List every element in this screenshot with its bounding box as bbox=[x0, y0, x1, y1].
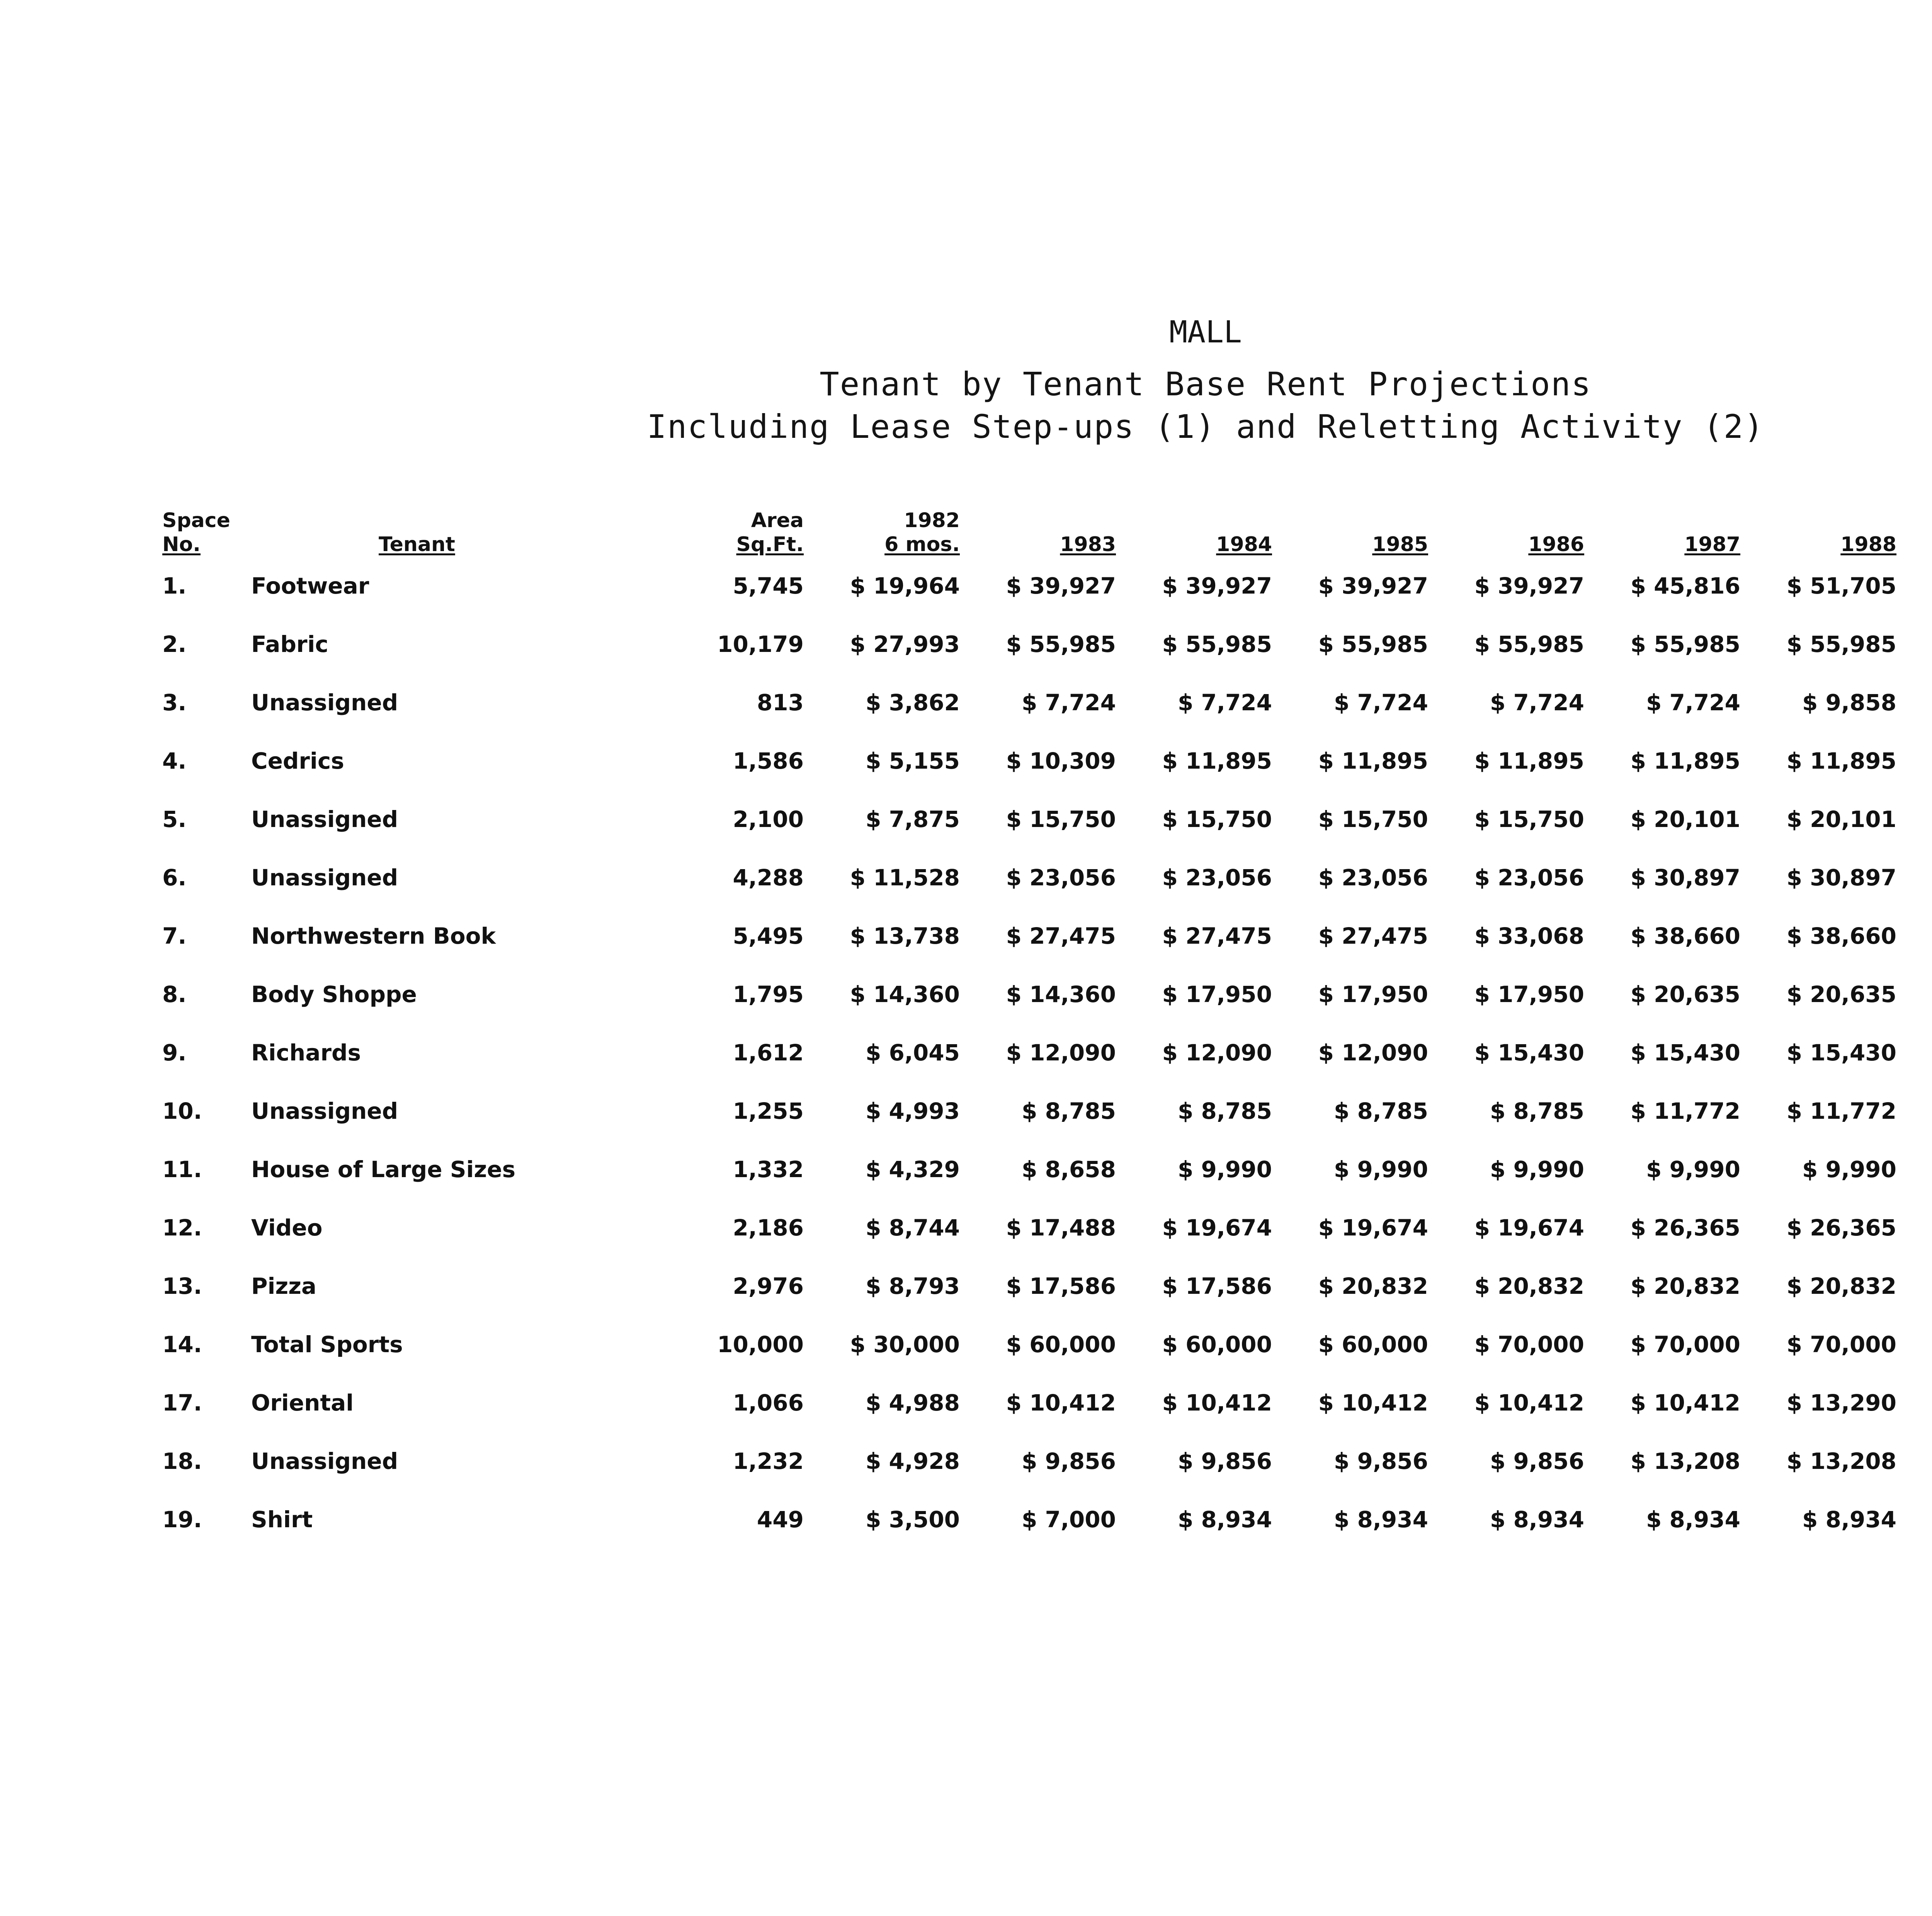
header-year bbox=[804, 483, 960, 556]
rent-value: $ 13,738 bbox=[850, 922, 960, 949]
tenant-name: Unassigned bbox=[251, 864, 398, 891]
rent-value: $ 6,045 bbox=[865, 1039, 960, 1066]
rent-value: $ 8,785 bbox=[1177, 1098, 1272, 1124]
table-row bbox=[162, 1490, 1932, 1548]
area-sqft: 1,232 bbox=[733, 1448, 804, 1474]
area-sqft: 4,288 bbox=[733, 864, 804, 891]
rent-value: $ 9,990 bbox=[1490, 1156, 1584, 1183]
header-tenant-label: Tenant bbox=[379, 533, 455, 556]
rent-value bbox=[1896, 848, 1932, 907]
area-sqft: 2,976 bbox=[733, 1273, 804, 1299]
rent-value: $ 55,985 bbox=[1318, 631, 1428, 657]
rent-value: $ 39,927 bbox=[1006, 572, 1116, 599]
rent-value bbox=[1896, 1432, 1932, 1490]
rent-value: $ 55,985 bbox=[1630, 631, 1740, 657]
rent-value: $ 55,985 bbox=[1786, 631, 1896, 657]
rent-value: $ 17,950 bbox=[1318, 981, 1428, 1007]
rent-value: $ 26,365 bbox=[1786, 1214, 1896, 1241]
rent-value: $ 60,000 bbox=[1006, 1331, 1116, 1358]
table-row bbox=[162, 1432, 1932, 1490]
rent-value: $ 38,660 bbox=[1786, 922, 1896, 949]
rent-value bbox=[1896, 1315, 1932, 1373]
rent-value: $ 60,000 bbox=[1318, 1331, 1428, 1358]
rent-value: $ 30,897 bbox=[1630, 864, 1740, 891]
tenant-name: Total Sports bbox=[251, 1331, 403, 1358]
rent-value: $ 9,856 bbox=[1490, 1448, 1584, 1474]
table-row bbox=[162, 1140, 1932, 1198]
table-row bbox=[162, 1315, 1932, 1373]
area-sqft: 2,186 bbox=[733, 1214, 804, 1241]
rent-value: $ 70,000 bbox=[1786, 1331, 1896, 1358]
rent-value: $ 8,934 bbox=[1490, 1506, 1584, 1533]
document-subtitle: Tenant by Tenant Base Rent Projections bbox=[820, 365, 1592, 403]
area-sqft: 449 bbox=[757, 1506, 804, 1533]
header-year bbox=[1116, 483, 1272, 556]
header-year-label: 1984 bbox=[1216, 533, 1272, 556]
rent-value: $ 9,990 bbox=[1333, 1156, 1428, 1183]
rent-value: $ 8,934 bbox=[1333, 1506, 1428, 1533]
rent-value: $ 8,934 bbox=[1802, 1506, 1896, 1533]
space-number: 18. bbox=[162, 1448, 202, 1474]
rent-value: $ 7,875 bbox=[865, 806, 960, 832]
rent-value: $ 55,985 bbox=[1474, 631, 1584, 657]
header-sqft-label: Sq.Ft. bbox=[736, 533, 804, 556]
rent-value: $ 7,000 bbox=[1021, 1506, 1116, 1533]
rent-value: $ 55,985 bbox=[1006, 631, 1116, 657]
rent-value: $ 26,365 bbox=[1630, 1214, 1740, 1241]
rent-value: $ 33,068 bbox=[1474, 922, 1584, 949]
rent-value: $ 20,832 bbox=[1318, 1273, 1428, 1299]
rent-value: $ 38,660 bbox=[1630, 922, 1740, 949]
tenant-name: House of Large Sizes bbox=[251, 1156, 516, 1183]
tenant-name: Unassigned bbox=[251, 1448, 398, 1474]
rent-value: $ 17,488 bbox=[1006, 1214, 1116, 1241]
header-year-label: 1982 bbox=[904, 509, 960, 532]
rent-value: $ 23,056 bbox=[1006, 864, 1116, 891]
rent-value: $ 3,500 bbox=[865, 1506, 960, 1533]
rent-value: $ 5,155 bbox=[865, 747, 960, 774]
space-number: 6. bbox=[162, 864, 187, 891]
rent-value: $ 20,101 bbox=[1786, 806, 1896, 832]
rent-value: $ 8,785 bbox=[1490, 1098, 1584, 1124]
header-year-label: 1988 bbox=[1840, 533, 1896, 556]
rent-value: $ 12,090 bbox=[1006, 1039, 1116, 1066]
rent-value: $ 8,785 bbox=[1333, 1098, 1428, 1124]
rent-value: $ 51,705 bbox=[1786, 572, 1896, 599]
rent-value: $ 23,056 bbox=[1162, 864, 1272, 891]
header-year bbox=[1584, 483, 1740, 556]
space-number: 2. bbox=[162, 631, 187, 657]
space-number: 7. bbox=[162, 922, 187, 949]
tenant-name: Unassigned bbox=[251, 1098, 398, 1124]
area-sqft: 1,332 bbox=[733, 1156, 804, 1183]
table-row bbox=[162, 848, 1932, 907]
rent-value: $ 15,750 bbox=[1474, 806, 1584, 832]
rent-value: $ 8,793 bbox=[865, 1273, 960, 1299]
rent-value: $ 11,772 bbox=[1786, 1098, 1896, 1124]
rent-value: $ 15,430 bbox=[1786, 1039, 1896, 1066]
rent-value: $ 27,475 bbox=[1006, 922, 1116, 949]
rent-value: $ 4,928 bbox=[865, 1448, 960, 1474]
rent-value: $ 20,635 bbox=[1786, 981, 1896, 1007]
rent-value bbox=[1896, 965, 1932, 1023]
rent-value: $ 11,772 bbox=[1630, 1098, 1740, 1124]
rent-value: $ 39,927 bbox=[1162, 572, 1272, 599]
header-tenant bbox=[251, 483, 688, 556]
rent-value: $ 70,000 bbox=[1630, 1331, 1740, 1358]
rent-value: $ 19,964 bbox=[850, 572, 960, 599]
rent-value bbox=[1896, 1082, 1932, 1140]
table-row bbox=[162, 1257, 1932, 1315]
area-sqft: 1,795 bbox=[733, 981, 804, 1007]
rent-value: $ 15,750 bbox=[1006, 806, 1116, 832]
rent-value: $ 11,895 bbox=[1474, 747, 1584, 774]
rent-value: $ 17,950 bbox=[1162, 981, 1272, 1007]
space-number: 12. bbox=[162, 1214, 202, 1241]
rent-value: $ 11,895 bbox=[1630, 747, 1740, 774]
rent-value: $ 23,056 bbox=[1474, 864, 1584, 891]
header-year-label: 1986 bbox=[1528, 533, 1584, 556]
header-space-no bbox=[162, 483, 251, 556]
header-area bbox=[688, 483, 804, 556]
rent-value bbox=[1896, 1257, 1932, 1315]
space-number: 14. bbox=[162, 1331, 202, 1358]
table-row bbox=[162, 673, 1932, 732]
rent-value bbox=[1896, 673, 1932, 732]
table-header bbox=[162, 483, 1932, 556]
space-number: 19. bbox=[162, 1506, 202, 1533]
rent-value: $ 4,993 bbox=[865, 1098, 960, 1124]
rent-value bbox=[1896, 790, 1932, 848]
header-year-label: 1983 bbox=[1060, 533, 1116, 556]
area-sqft: 1,586 bbox=[733, 747, 804, 774]
rent-value: $ 8,658 bbox=[1021, 1156, 1116, 1183]
rent-value: $ 7,724 bbox=[1333, 689, 1428, 716]
rent-value: $ 9,990 bbox=[1177, 1156, 1272, 1183]
rent-value: $ 39,927 bbox=[1474, 572, 1584, 599]
tenant-name: Northwestern Book bbox=[251, 922, 496, 949]
rent-value: $ 9,990 bbox=[1802, 1156, 1896, 1183]
area-sqft: 1,255 bbox=[733, 1098, 804, 1124]
rent-value: $ 30,897 bbox=[1786, 864, 1896, 891]
document-subtitle-2: Including Lease Step-ups (1) and Reletting Activity (2) bbox=[647, 408, 1764, 446]
header-space-label: Space bbox=[162, 509, 230, 532]
table-row bbox=[162, 1082, 1932, 1140]
tenant-name: Richards bbox=[251, 1039, 361, 1066]
tenant-name: Video bbox=[251, 1214, 323, 1241]
rent-value: $ 7,724 bbox=[1646, 689, 1740, 716]
table-body bbox=[162, 556, 1932, 1548]
rent-value bbox=[1896, 1373, 1932, 1432]
area-sqft: 5,495 bbox=[733, 922, 804, 949]
rent-value: $ 15,430 bbox=[1474, 1039, 1584, 1066]
area-sqft: 1,066 bbox=[733, 1389, 804, 1416]
rent-value: $ 15,750 bbox=[1318, 806, 1428, 832]
rent-value: $ 27,475 bbox=[1162, 922, 1272, 949]
rent-value: $ 19,674 bbox=[1474, 1214, 1584, 1241]
rent-value: $ 3,862 bbox=[865, 689, 960, 716]
tenant-name: Shirt bbox=[251, 1506, 313, 1533]
rent-value: $ 9,856 bbox=[1177, 1448, 1272, 1474]
rent-value: $ 14,360 bbox=[850, 981, 960, 1007]
tenant-name: Cedrics bbox=[251, 747, 344, 774]
rent-value: $ 20,101 bbox=[1630, 806, 1740, 832]
rent-value: $ 10,412 bbox=[1474, 1389, 1584, 1416]
rent-projection-table bbox=[162, 483, 1932, 1548]
rent-value bbox=[1896, 615, 1932, 673]
area-sqft: 5,745 bbox=[733, 572, 804, 599]
rent-value bbox=[1896, 732, 1932, 790]
rent-value: $ 10,412 bbox=[1162, 1389, 1272, 1416]
header-year bbox=[960, 483, 1116, 556]
rent-value: $ 13,208 bbox=[1786, 1448, 1896, 1474]
table-row bbox=[162, 1023, 1932, 1082]
rent-value: $ 55,985 bbox=[1162, 631, 1272, 657]
space-number: 3. bbox=[162, 689, 187, 716]
rent-value: $ 8,785 bbox=[1021, 1098, 1116, 1124]
rent-value bbox=[1896, 1490, 1932, 1548]
rent-value: $ 7,724 bbox=[1021, 689, 1116, 716]
rent-value: $ 8,744 bbox=[865, 1214, 960, 1241]
rent-value: $ 20,832 bbox=[1474, 1273, 1584, 1299]
rent-value: $ 39,927 bbox=[1318, 572, 1428, 599]
rent-value: $ 15,750 bbox=[1162, 806, 1272, 832]
table-row bbox=[162, 1198, 1932, 1257]
tenant-name: Unassigned bbox=[251, 806, 398, 832]
header-row bbox=[162, 483, 1932, 556]
rent-value: $ 12,090 bbox=[1318, 1039, 1428, 1066]
rent-value: $ 10,412 bbox=[1630, 1389, 1740, 1416]
rent-value: $ 17,950 bbox=[1474, 981, 1584, 1007]
table-row bbox=[162, 790, 1932, 848]
space-number: 8. bbox=[162, 981, 187, 1007]
header-area-label: Area bbox=[751, 509, 804, 532]
tenant-name: Unassigned bbox=[251, 689, 398, 716]
rent-value: $ 11,895 bbox=[1318, 747, 1428, 774]
rent-value bbox=[1896, 907, 1932, 965]
rent-value: $ 8,934 bbox=[1177, 1506, 1272, 1533]
header-year bbox=[1272, 483, 1428, 556]
rent-value: $ 9,856 bbox=[1021, 1448, 1116, 1474]
rent-value: $ 45,816 bbox=[1630, 572, 1740, 599]
rent-value: $ 30,000 bbox=[850, 1331, 960, 1358]
rent-value: $ 17,586 bbox=[1006, 1273, 1116, 1299]
area-sqft: 2,100 bbox=[733, 806, 804, 832]
rent-value: $ 20,635 bbox=[1630, 981, 1740, 1007]
space-number: 9. bbox=[162, 1039, 187, 1066]
rent-value: $ 17,586 bbox=[1162, 1273, 1272, 1299]
header-year bbox=[1740, 483, 1896, 556]
table-row bbox=[162, 556, 1932, 615]
tenant-name: Oriental bbox=[251, 1389, 354, 1416]
area-sqft: 10,179 bbox=[717, 631, 804, 657]
rent-value: $ 23,056 bbox=[1318, 864, 1428, 891]
rent-value: $ 19,674 bbox=[1318, 1214, 1428, 1241]
rent-value: $ 27,475 bbox=[1318, 922, 1428, 949]
header-year bbox=[1428, 483, 1584, 556]
rent-value: $ 11,895 bbox=[1162, 747, 1272, 774]
rent-value bbox=[1896, 556, 1932, 615]
rent-value bbox=[1896, 1023, 1932, 1082]
rent-value: $ 9,990 bbox=[1646, 1156, 1740, 1183]
space-number: 10. bbox=[162, 1098, 202, 1124]
rent-value: $ 11,895 bbox=[1786, 747, 1896, 774]
header-year-label: 1985 bbox=[1372, 533, 1428, 556]
rent-value: $ 60,000 bbox=[1162, 1331, 1272, 1358]
space-number: 13. bbox=[162, 1273, 202, 1299]
header-no-label: No. bbox=[162, 533, 201, 556]
table-row bbox=[162, 732, 1932, 790]
rent-value: $ 8,934 bbox=[1646, 1506, 1740, 1533]
table-row bbox=[162, 907, 1932, 965]
rent-value: $ 9,858 bbox=[1802, 689, 1896, 716]
rent-value bbox=[1896, 1198, 1932, 1257]
rent-value: $ 20,832 bbox=[1630, 1273, 1740, 1299]
table-row bbox=[162, 615, 1932, 673]
rent-value: $ 13,290 bbox=[1786, 1389, 1896, 1416]
rent-value: $ 12,090 bbox=[1162, 1039, 1272, 1066]
area-sqft: 10,000 bbox=[717, 1331, 804, 1358]
space-number: 17. bbox=[162, 1389, 202, 1416]
space-number: 4. bbox=[162, 747, 187, 774]
rent-value: $ 19,674 bbox=[1162, 1214, 1272, 1241]
space-number: 11. bbox=[162, 1156, 202, 1183]
table-row bbox=[162, 965, 1932, 1023]
rent-value: $ 9,856 bbox=[1333, 1448, 1428, 1474]
document-title: MALL bbox=[1169, 315, 1242, 350]
tenant-name: Pizza bbox=[251, 1273, 317, 1299]
rent-value: $ 70,000 bbox=[1474, 1331, 1584, 1358]
header-year-label: 6 mos. bbox=[884, 533, 960, 556]
table-row bbox=[162, 1373, 1932, 1432]
rent-value: $ 15,430 bbox=[1630, 1039, 1740, 1066]
rent-value: $ 10,412 bbox=[1006, 1389, 1116, 1416]
tenant-name: Body Shoppe bbox=[251, 981, 417, 1007]
rent-value: $ 11,528 bbox=[850, 864, 960, 891]
rent-value: $ 20,832 bbox=[1786, 1273, 1896, 1299]
rent-value: $ 7,724 bbox=[1490, 689, 1584, 716]
header-year-label: 1987 bbox=[1684, 533, 1740, 556]
rent-value bbox=[1896, 1140, 1932, 1198]
tenant-name: Fabric bbox=[251, 631, 328, 657]
rent-value: $ 27,993 bbox=[850, 631, 960, 657]
rent-value: $ 4,329 bbox=[865, 1156, 960, 1183]
area-sqft: 813 bbox=[757, 689, 804, 716]
rent-value: $ 10,412 bbox=[1318, 1389, 1428, 1416]
space-number: 5. bbox=[162, 806, 187, 832]
rent-value: $ 10,309 bbox=[1006, 747, 1116, 774]
rent-value: $ 13,208 bbox=[1630, 1448, 1740, 1474]
rent-value: $ 14,360 bbox=[1006, 981, 1116, 1007]
header-year bbox=[1896, 483, 1932, 556]
rent-value: $ 7,724 bbox=[1177, 689, 1272, 716]
area-sqft: 1,612 bbox=[733, 1039, 804, 1066]
space-number: 1. bbox=[162, 572, 187, 599]
tenant-name: Footwear bbox=[251, 572, 369, 599]
rent-value: $ 4,988 bbox=[865, 1389, 960, 1416]
